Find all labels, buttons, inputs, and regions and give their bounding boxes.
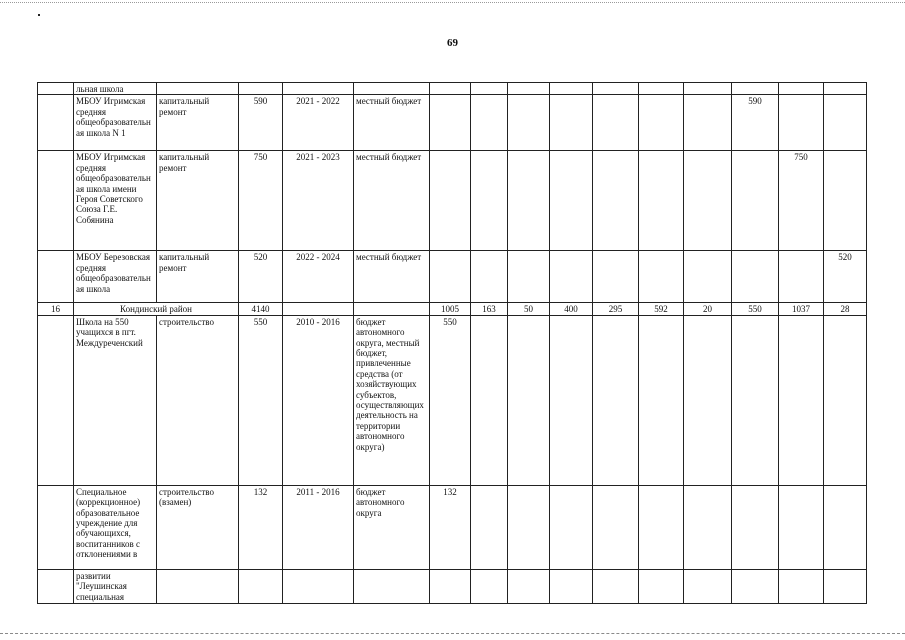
amount-cell: 4140 [239, 303, 283, 315]
year-value-cell [639, 251, 684, 303]
year-value-cell [684, 569, 732, 603]
table-row [38, 485, 867, 569]
year-value-cell [550, 83, 593, 95]
work-type-cell [157, 83, 239, 95]
year-value-cell: 132 [430, 485, 471, 569]
object-name-cell: МБОУ Игримская средняя общеобразовательная школа N 1 [74, 95, 157, 151]
amount-cell [239, 569, 283, 603]
year-value-cell [508, 251, 550, 303]
year-value-cell: 295 [593, 303, 639, 315]
year-value-cell [639, 95, 684, 151]
year-value-cell [471, 83, 508, 95]
period-cell [283, 569, 354, 603]
year-value-cell: 400 [550, 303, 593, 315]
year-value-cell [684, 485, 732, 569]
amount-cell: 590 [239, 95, 283, 151]
year-value-cell: 750 [779, 151, 824, 251]
year-value-cell [779, 485, 824, 569]
year-value-cell [684, 151, 732, 251]
year-value-cell [824, 83, 867, 95]
district-name-cell: Кондинский район [74, 303, 239, 315]
object-name-cell: Специальное (коррекционное) образовательное учреждение для обучающихся, воспитанников с отклонениями в [74, 485, 157, 569]
funding-source-cell: бюджет автономного округа, местный бюджет, привлеченные средства (от хозяйствующих субъектов, осуществляющих деятельность на территории автономного округа) [354, 315, 430, 485]
object-name-cell: Школа на 550 учащихся в пгт. Междуреченский [74, 315, 157, 485]
year-value-cell [508, 83, 550, 95]
funding-source-cell [354, 83, 430, 95]
year-value-cell [824, 569, 867, 603]
work-type-cell: капитальный ремонт [157, 151, 239, 251]
year-value-cell: 590 [732, 95, 779, 151]
year-value-cell [471, 151, 508, 251]
year-value-cell: 163 [471, 303, 508, 315]
year-value-cell [550, 569, 593, 603]
year-value-cell [508, 315, 550, 485]
table-row [38, 315, 867, 485]
row-number-cell: 16 [38, 303, 74, 315]
year-value-cell [779, 315, 824, 485]
period-cell [283, 83, 354, 95]
page-number: 69 [447, 37, 458, 49]
work-type-cell: капитальный ремонт [157, 251, 239, 303]
funding-source-cell: бюджет автономного округа [354, 485, 430, 569]
year-value-cell [471, 95, 508, 151]
amount-cell [239, 83, 283, 95]
amount-cell: 520 [239, 251, 283, 303]
year-value-cell [593, 485, 639, 569]
table-row [38, 251, 867, 303]
year-value-cell: 550 [430, 315, 471, 485]
row-number-cell [38, 485, 74, 569]
object-name-cell: льная школа [74, 83, 157, 95]
year-value-cell [593, 83, 639, 95]
table-row [38, 151, 867, 251]
year-value-cell [779, 251, 824, 303]
year-value-cell: 20 [684, 303, 732, 315]
year-value-cell: 50 [508, 303, 550, 315]
year-value-cell [684, 83, 732, 95]
amount-cell: 132 [239, 485, 283, 569]
year-value-cell [732, 251, 779, 303]
row-number-cell [38, 83, 74, 95]
table-row [38, 95, 867, 151]
period-cell: 2010 - 2016 [283, 315, 354, 485]
year-value-cell [684, 95, 732, 151]
table-row [38, 83, 867, 95]
row-number-cell [38, 315, 74, 485]
year-value-cell [732, 485, 779, 569]
year-value-cell: 520 [824, 251, 867, 303]
work-type-cell [157, 569, 239, 603]
year-value-cell [430, 251, 471, 303]
work-type-cell: строительство (взамен) [157, 485, 239, 569]
year-value-cell [508, 151, 550, 251]
year-value-cell [639, 485, 684, 569]
year-value-cell [684, 315, 732, 485]
year-value-cell [550, 251, 593, 303]
amount-cell: 750 [239, 151, 283, 251]
year-value-cell [639, 569, 684, 603]
year-value-cell [508, 569, 550, 603]
year-value-cell [593, 95, 639, 151]
object-name-cell: развитии "Леушинская специальная [74, 569, 157, 603]
amount-cell: 550 [239, 315, 283, 485]
year-value-cell [471, 569, 508, 603]
year-value-cell [684, 251, 732, 303]
budget-table [37, 82, 867, 604]
year-value-cell [430, 95, 471, 151]
table-row [38, 303, 867, 315]
year-value-cell [732, 151, 779, 251]
year-value-cell [824, 485, 867, 569]
year-value-cell [824, 95, 867, 151]
year-value-cell [824, 151, 867, 251]
year-value-cell: 28 [824, 303, 867, 315]
year-value-cell [471, 485, 508, 569]
table-row [38, 569, 867, 603]
year-value-cell [471, 251, 508, 303]
period-cell: 2021 - 2022 [283, 95, 354, 151]
funding-source-cell [354, 303, 430, 315]
year-value-cell [732, 315, 779, 485]
work-type-cell: капитальный ремонт [157, 95, 239, 151]
year-value-cell [550, 151, 593, 251]
year-value-cell [639, 83, 684, 95]
year-value-cell [430, 569, 471, 603]
year-value-cell [430, 83, 471, 95]
object-name-cell: МБОУ Игримская средняя общеобразовательная школа имени Героя Советского Союза Г.Е. Собянина [74, 151, 157, 251]
year-value-cell [732, 569, 779, 603]
year-value-cell [593, 569, 639, 603]
year-value-cell [430, 151, 471, 251]
year-value-cell [471, 315, 508, 485]
year-value-cell [508, 485, 550, 569]
year-value-cell [824, 315, 867, 485]
period-cell: 2022 - 2024 [283, 251, 354, 303]
year-value-cell [593, 151, 639, 251]
row-number-cell [38, 95, 74, 151]
year-value-cell [732, 83, 779, 95]
year-value-cell: 550 [732, 303, 779, 315]
funding-source-cell: местный бюджет [354, 251, 430, 303]
year-value-cell [779, 569, 824, 603]
funding-source-cell: местный бюджет [354, 151, 430, 251]
year-value-cell [779, 83, 824, 95]
year-value-cell [550, 95, 593, 151]
period-cell: 2011 - 2016 [283, 485, 354, 569]
year-value-cell [550, 485, 593, 569]
work-type-cell: строительство [157, 315, 239, 485]
object-name-cell: МБОУ Березовская средняя общеобразовательная школа [74, 251, 157, 303]
row-number-cell [38, 151, 74, 251]
year-value-cell [639, 315, 684, 485]
row-number-cell [38, 569, 74, 603]
period-cell: 2021 - 2023 [283, 151, 354, 251]
funding-source-cell [354, 569, 430, 603]
funding-source-cell: местный бюджет [354, 95, 430, 151]
year-value-cell: 592 [639, 303, 684, 315]
year-value-cell [593, 251, 639, 303]
year-value-cell [779, 95, 824, 151]
period-cell [283, 303, 354, 315]
year-value-cell: 1005 [430, 303, 471, 315]
year-value-cell [593, 315, 639, 485]
year-value-cell: 1037 [779, 303, 824, 315]
row-number-cell [38, 251, 74, 303]
bottom-scan-line [0, 633, 905, 634]
year-value-cell [508, 95, 550, 151]
year-value-cell [639, 151, 684, 251]
year-value-cell [550, 315, 593, 485]
top-scan-line [0, 2, 905, 3]
scan-speck [38, 14, 40, 16]
